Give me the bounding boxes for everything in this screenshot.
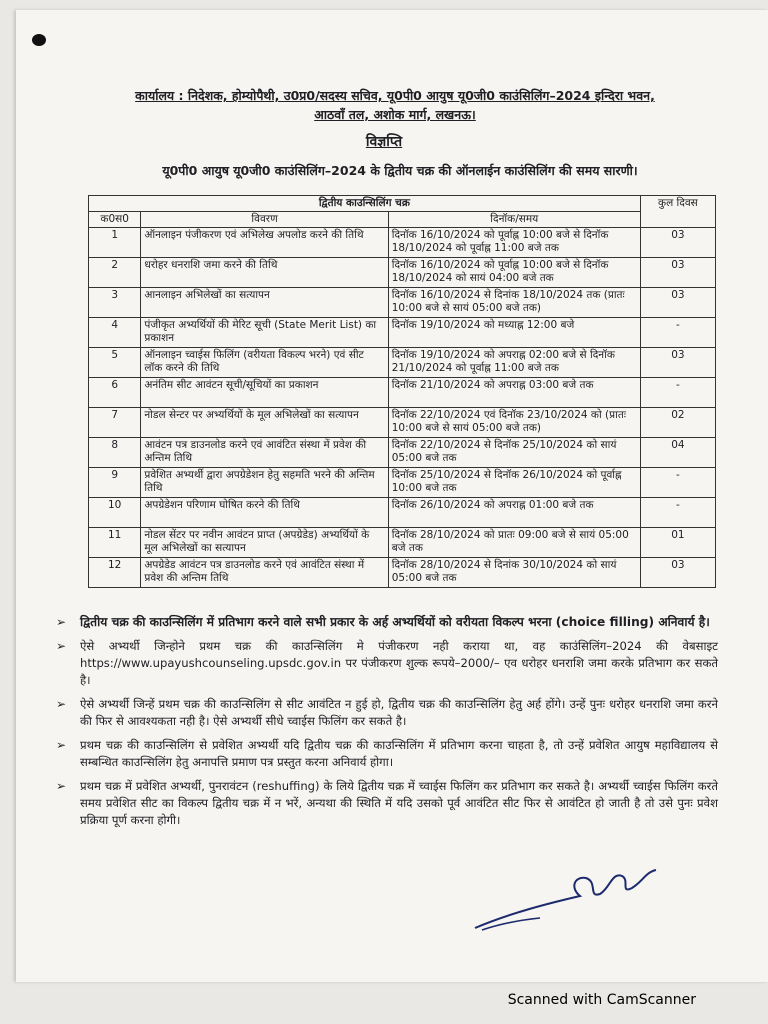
row-description: आनलाइन अभिलेखों का सत्यापन xyxy=(141,288,388,318)
row-description: नोडल सेन्टर पर अभ्यर्थियों के मूल अभिलेखों का सत्यापन xyxy=(141,408,388,438)
office-header xyxy=(70,86,720,124)
row-number: 10 xyxy=(89,498,141,528)
row-total-days: 03 xyxy=(640,228,715,258)
row-total-days: - xyxy=(640,468,715,498)
table-row xyxy=(89,498,716,528)
row-number: 1 xyxy=(89,228,141,258)
row-date-time: दिनॉक 16/10/2024 को पूर्वाह्न 10:00 बजे से दिनॉक 18/10/2024 को सायं 04:00 बजे तक xyxy=(388,258,640,288)
col-header-date: दिनॉक/समय xyxy=(388,212,640,228)
row-total-days: - xyxy=(640,498,715,528)
schedule-table xyxy=(88,195,716,588)
row-description: प्रवेशित अभ्यर्थी द्वारा अपग्रेडेशन हेतु सहमति भरने की अन्तिम तिथि xyxy=(141,468,388,498)
row-date-time: दिनॉक 22/10/2024 से दिनॉक 25/10/2024 को सायं 05:00 बजे तक xyxy=(388,438,640,468)
table-row xyxy=(89,258,716,288)
row-total-days: 03 xyxy=(640,258,715,288)
row-description: ऑनलाइन पंजीकरण एवं अभिलेख अपलोड करने की तिथि xyxy=(141,228,388,258)
row-number: 12 xyxy=(89,558,141,588)
row-date-time: दिनॉक 28/10/2024 को प्रातः 09:00 बजे से सायं 05:00 बजे तक xyxy=(388,528,640,558)
row-date-time: दिनॉक 26/10/2024 को अपराह्न 01:00 बजे तक xyxy=(388,498,640,528)
row-description: अपग्रेडेड आवंटन पत्र डाउनलोड करने एवं आवंटित संस्था में प्रवेश की अन्तिम तिथि xyxy=(141,558,388,588)
scanner-watermark: Scanned with CamScanner xyxy=(507,992,696,1008)
row-number: 2 xyxy=(89,258,141,288)
row-total-days: 03 xyxy=(640,348,715,378)
table-row xyxy=(89,318,716,348)
row-total-days: 02 xyxy=(640,408,715,438)
row-description: नोडल सेंटर पर नवीन आवंटन प्राप्त (अपग्रेडेड) अभ्यर्थियों के मूल अभिलेखों का सत्यापन xyxy=(141,528,388,558)
note-item: ➢ द्वितीय चक्र की काउन्सिलिंग में प्रतिभाग करने वाले सभी प्रकार के अर्ह अभ्यर्थियों को वरीयता विकल्प भरना (choice filling) अनिवार्य है। xyxy=(56,614,718,631)
row-total-days: 03 xyxy=(640,288,715,318)
table-title: द्वितीय काउन्सिलिंग चक्र xyxy=(89,196,641,212)
col-header-days: कुल दिवस xyxy=(640,196,715,228)
punch-mark xyxy=(32,34,46,46)
row-date-time: दिनॉक 28/10/2024 से दिनांक 30/10/2024 को सायं 05:00 बजे तक xyxy=(388,558,640,588)
row-total-days: - xyxy=(640,378,715,408)
row-total-days: 04 xyxy=(640,438,715,468)
row-date-time: दिनॉक 19/10/2024 को मध्याह्न 12:00 बजे xyxy=(388,318,640,348)
row-number: 9 xyxy=(89,468,141,498)
table-row xyxy=(89,348,716,378)
row-description: अपग्रेडेशन परिणाम घोषित करने की तिथि xyxy=(141,498,388,528)
notice-title: विज्ञप्ति xyxy=(365,134,403,150)
row-date-time: दिनॉक 22/10/2024 एवं दिनॉक 23/10/2024 को (प्रातः 10:00 बजे से सायं 05:00 बजे तक) xyxy=(388,408,640,438)
note-item: ➢ प्रथम चक्र की काउन्सिलिंग से प्रवेशित अभ्यर्थी यदि द्वितीय चक्र की काउन्सिलिंग में प्रतिभाग करना चाहता है, तो उन्हें प्रवेशित आयुष महाविद्यालय से सम्बन्धित काउन्सिलिंग हेतु अनापत्ति प्रमाण पत्र प्रस्तुत करना अनिवार्य होगा। xyxy=(56,737,718,771)
row-date-time: दिनॉक 16/10/2024 को पूर्वाह्न 10:00 बजे से दिनॉक 18/10/2024 को पूर्वाह्न 11:00 बजे तक xyxy=(388,228,640,258)
note-item: ➢ ऐसे अभ्यर्थी जिन्होने प्रथम चक्र की काउन्सिलिंग मे पंजीकरण नही कराया था, वह काउंसिलिंग–2024 की वेबसाइट https://www.upayushcounseling.upsdc.gov.in पर पंजीकरण शुल्क रूपये–2000/– एव धरोहर धनराशि जमा करके प्रतिभाग कर सकते है। xyxy=(56,638,718,689)
table-row xyxy=(89,468,716,498)
note-item: ➢ प्रथम चक्र में प्रवेशित अभ्यर्थी, पुनरावंटन (reshuffing) के लिये द्वितीय चक्र में च्वाईस फिलिंग कर प्रतिभाग कर सकते है। अभ्यर्थी च्वाईस फिलिंग करते समय प्रवेशित सीट का विकल्प द्वितीय चक्र में न भरें, अन्यथा की स्थिति में यदि उसको पूर्व आवंटित सीट फिर से आवंटित हो जाती है तो उसे पुनः प्रवेश प्रक्रिया पूर्ण करना होगी। xyxy=(56,778,718,829)
row-number: 3 xyxy=(89,288,141,318)
row-number: 7 xyxy=(89,408,141,438)
notes-list xyxy=(56,614,718,836)
table-row xyxy=(89,228,716,258)
table-row xyxy=(89,438,716,468)
notice-subject: यू0पी0 आयुष यू0जी0 काउंसिलिंग–2024 के द्वितीय चक्र की ऑनलाईन काउंसिलिंग की समय सारणी। xyxy=(162,163,638,178)
col-header-desc: विवरण xyxy=(141,212,388,228)
row-number: 4 xyxy=(89,318,141,348)
note-item: ➢ ऐसे अभ्यर्थी जिन्हें प्रथम चक्र की काउन्सिलिंग से सीट आवंटित न हुई हो, द्वितीय चक्र की काउन्सिलिंग हेतु अर्ह होंगे। उन्हें पुनः धरोहर धनराशि जमा करने की फिर से आवश्यकता नही है। ऐसे अभ्यर्थी सीधे च्वाईस फिलिंग कर सकते है। xyxy=(56,696,718,730)
table-row xyxy=(89,378,716,408)
row-number: 11 xyxy=(89,528,141,558)
row-description: ऑनलाइन च्वाईस फिलिंग (वरीयता विकल्प भरने) एवं सीट लॉक करने की तिथि xyxy=(141,348,388,378)
row-description: अनंतिम सीट आवंटन सूची/सूचियों का प्रकाशन xyxy=(141,378,388,408)
office-line-2: आठवॉं तल, अशोक मार्ग, लखनऊ। xyxy=(314,107,476,122)
row-total-days: - xyxy=(640,318,715,348)
table-row xyxy=(89,528,716,558)
table-row xyxy=(89,288,716,318)
row-description: पंजीकृत अभ्यर्थियों की मेरिट सूची (State Merit List) का प्रकाशन xyxy=(141,318,388,348)
signature xyxy=(470,858,670,942)
row-total-days: 03 xyxy=(640,558,715,588)
row-date-time: दिनॉक 16/10/2024 से दिनांक 18/10/2024 तक (प्रातः 10:00 बजे से सायं 05:00 बजे तक) xyxy=(388,288,640,318)
row-number: 6 xyxy=(89,378,141,408)
row-date-time: दिनॉक 25/10/2024 से दिनॉक 26/10/2024 को पूर्वाह्न 10:00 बजे तक xyxy=(388,468,640,498)
table-row xyxy=(89,408,716,438)
table-title-row xyxy=(89,196,716,212)
row-description: धरोहर धनराशि जमा करने की तिथि xyxy=(141,258,388,288)
col-header-no: क0स0 xyxy=(89,212,141,228)
row-total-days: 01 xyxy=(640,528,715,558)
row-number: 5 xyxy=(89,348,141,378)
table-header-row xyxy=(89,212,716,228)
row-date-time: दिनॉक 21/10/2024 को अपराह्न 03:00 बजे तक xyxy=(388,378,640,408)
row-description: आवंटन पत्र डाउनलोड करने एवं आवंटित संस्था में प्रवेश की अन्तिम तिथि xyxy=(141,438,388,468)
table-row xyxy=(89,558,716,588)
row-date-time: दिनॉक 19/10/2024 को अपराह्न 02:00 बजे से दिनॉक 21/10/2024 को पूर्वाह्न 11:00 बजे तक xyxy=(388,348,640,378)
office-line-1: कार्यालय : निदेशक, होम्योपैथी, उ0प्र0/सदस्य सचिव, यू0पी0 आयुष यू0जी0 काउंसिलिंग–2024 इन्दिरा भवन, xyxy=(135,88,655,103)
row-number: 8 xyxy=(89,438,141,468)
